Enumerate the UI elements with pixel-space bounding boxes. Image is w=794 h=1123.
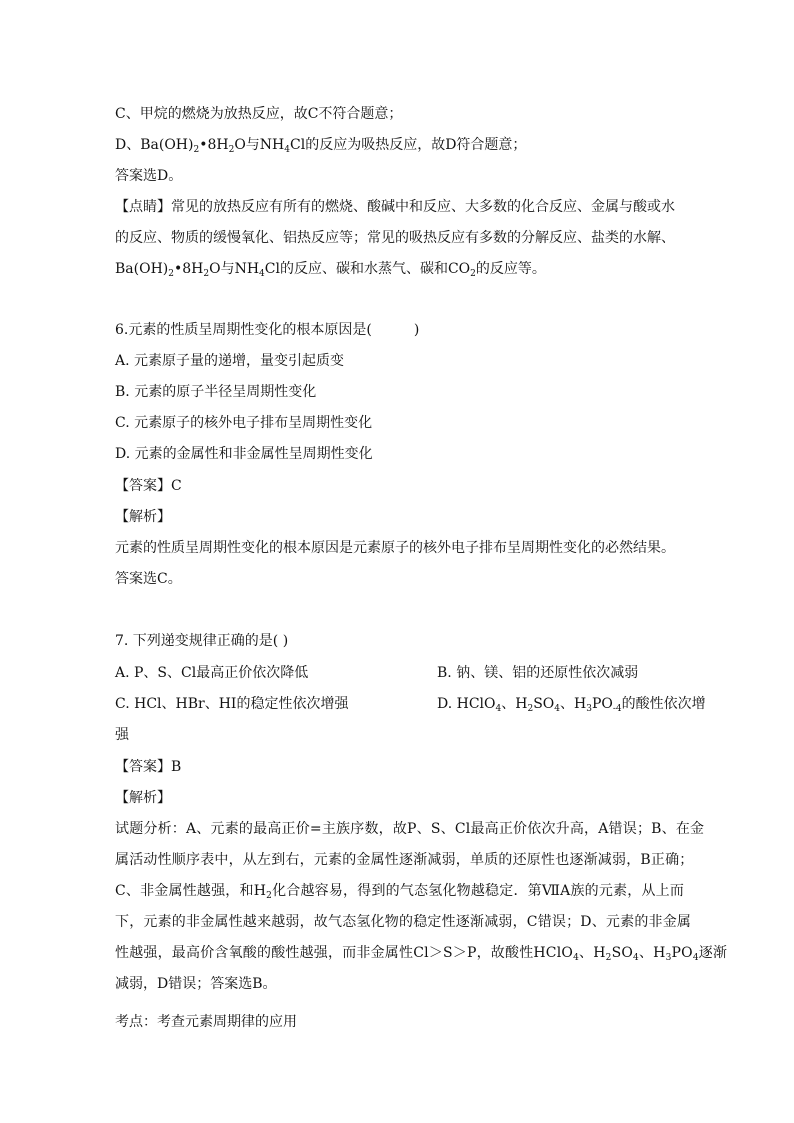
question-7-option-a: A. P、S、Cl最高正价依次降低 [115, 665, 309, 681]
question-6-option-b: B. 元素的原子半径呈周期性变化 [115, 384, 317, 400]
question-6-answer-selection: 答案选C。 [115, 571, 182, 587]
question-7-option-c: C. HCl、HBr、HI的稳定性依次增强 [115, 696, 349, 712]
question-7-kaodian: 考点：考查元素周期律的应用 [115, 1014, 297, 1030]
tip-line-2: 的反应、物质的缓慢氧化、铝热反应等；常见的吸热反应有多数的分解反应、盐类的水解、 [115, 230, 675, 246]
question-7-option-d: D. HClO$_4$、$H_2SO_4$、$H_3PO_{-4}$的酸性依次增 [437, 696, 706, 714]
solution-line-c: C、甲烷的燃烧为放热反应，故C不符合题意； [115, 106, 403, 122]
solution-answer: 答案选D。 [115, 168, 183, 184]
question-7-analysis-line-4: 下，元素的非金属性越来越弱，故气态氢化物的稳定性逐渐减弱，C错误；D、元素的非金属 [115, 914, 692, 930]
question-6-option-a: A. 元素原子量的递增，量变引起质变 [115, 353, 345, 369]
question-6-option-d: D. 元素的金属性和非金属性呈周期性变化 [115, 446, 373, 462]
question-6-analysis-label: 【解析】 [115, 509, 171, 525]
question-7-analysis-line-3: C、非金属性越强，和$H_2$化合越容易，得到的气态氢化物越稳定．第ⅦA族的元素，从上而 [115, 883, 685, 901]
question-6-option-c: C. 元素原子的核外电子排布呈周期性变化 [115, 415, 373, 431]
solution-line-d: D、$Ba(OH)_2•8H_2O$与$NH_4Cl$的反应为吸热反应，故D符合题意； [115, 137, 527, 155]
question-7-analysis-line-2: 属活动性顺序表中，从左到右，元素的金属性逐渐减弱，单质的还原性也逐渐减弱，B正确； [115, 852, 694, 868]
question-7-answer: 【答案】B [115, 759, 182, 775]
question-7-option-d-wrap: 强 [115, 727, 129, 743]
question-6-answer: 【答案】C [115, 478, 182, 494]
question-6-analysis: 元素的性质呈周期性变化的根本原因是元素原子的核外电子排布呈周期性变化的必然结果。 [115, 540, 675, 556]
question-7-option-b: B. 钠、镁、铝的还原性依次减弱 [437, 665, 639, 681]
tip-line-3: $Ba(OH)_2•8H_2O$与$NH_4Cl$的反应、碳和水蒸气、碳和$CO_2$的反应等。 [115, 261, 546, 279]
question-6-stem: 6.元素的性质呈周期性变化的根本原因是( ) [115, 322, 420, 338]
question-7-analysis-line-5: 性越强，最高价含氧酸的酸性越强，而非金属性Cl＞S＞P，故酸性HClO$_4$、$H_2SO_4$、$H_3PO_4$逐渐 [115, 945, 728, 963]
tip-line-1: 【点睛】常见的放热反应有所有的燃烧、酸碱中和反应、大多数的化合反应、金属与酸或水 [115, 199, 675, 215]
question-7-analysis-line-1: 试题分析：A、元素的最高正价=主族序数，故P、S、Cl最高正价依次升高，A错误；B、在金 [115, 821, 705, 837]
question-7-stem: 7. 下列递变规律正确的是( ) [115, 633, 289, 649]
question-7-analysis-line-6: 减弱，D错误；答案选B。 [115, 976, 277, 992]
question-7-analysis-label: 【解析】 [115, 790, 171, 806]
